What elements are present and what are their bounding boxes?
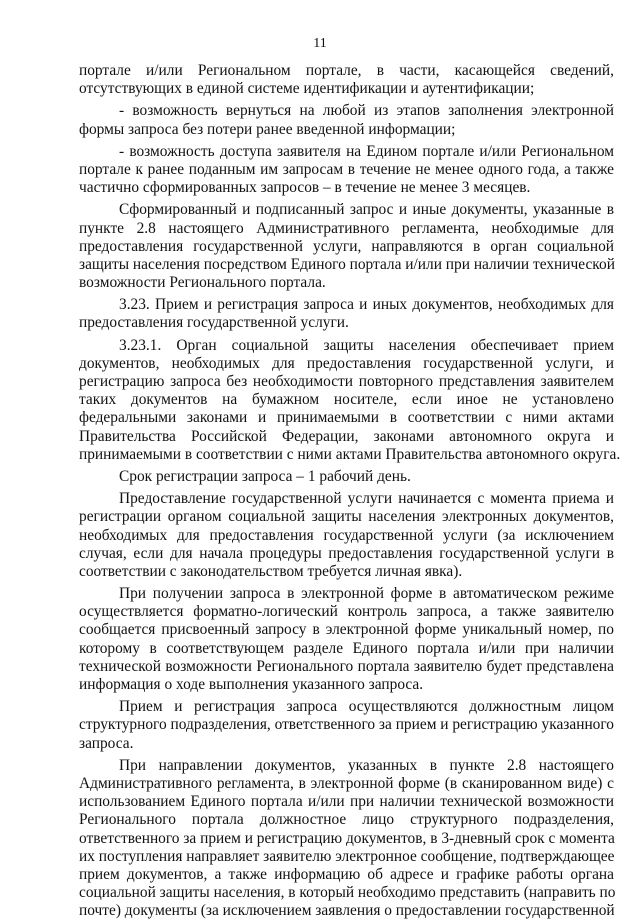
text-line: пункте 2.8 настоящего Административного регламента, необходимые для	[79, 219, 614, 237]
text-line: - возможность доступа заявителя на Едином портале и/или Региональном	[119, 142, 614, 160]
document-body	[79, 62, 621, 920]
text-line: осуществляется форматно-логический контроль запроса, а также заявителю	[79, 603, 614, 621]
text-line: структурного подразделения, ответственного за прием и регистрацию указанного	[79, 716, 615, 734]
text-line: Административного регламента, в электронной форме (в сканированном виде) с	[79, 774, 614, 792]
text-line: информация о ходе выполнения указанного запроса.	[79, 676, 424, 693]
text-line: которому в соответствующем разделе Единого портала и/или при наличии	[79, 639, 614, 657]
text-line: принимаемыми в соответствии с ними актами Правительства автономного округа.	[79, 445, 621, 463]
text-line: запроса.	[79, 734, 134, 752]
text-line: сообщается присвоенный запросу в электронной форме уникальный номер, по	[79, 621, 614, 639]
text-line: - возможность вернуться на любой из этапов заполнения электронной	[119, 102, 614, 120]
text-line: предоставления государственной услуги, направляются в орган социальной	[79, 237, 614, 255]
text-line: При направлении документов, указанных в пункте 2.8 настоящего	[119, 756, 614, 774]
text-line: необходимых для предоставления государственной услуги (за исключением	[79, 526, 614, 544]
text-line: их поступления направляет заявителю электронное сообщение, подтверждающее	[79, 847, 615, 865]
text-line: портале к ранее поданным им запросам в течение не менее одного года, а также	[79, 160, 614, 178]
text-line: порталe и/или Региональном портале, в части, касающейся сведений,	[79, 62, 614, 79]
text-line: ответственного за прием и регистрацию документов, в 3-дневный срок с момента	[79, 829, 615, 847]
text-line: Регионального портала должностное лицо структурного подразделения,	[79, 811, 614, 829]
text-line: возможности Регионального портала.	[79, 274, 326, 292]
text-line: Срок регистрации запроса – 1 рабочий день.	[119, 467, 411, 485]
text-line: прием документов, а также информацию об адресе и графике работы органа	[79, 865, 614, 883]
text-line: почте) документы (за исключением заявления о предоставлении государственной	[79, 902, 615, 920]
text-line: защиты населения посредством Единого портала и/или при наличии технической	[79, 255, 615, 273]
text-line: регистрации органом социальной защиты населения электронных документов,	[79, 508, 614, 526]
text-line: документов, необходимых для предоставления государственной услуги, и	[79, 354, 614, 372]
text-line: соответствии с законодательством требуется личная явка).	[79, 562, 463, 580]
text-line: частично сформированных запросов – в течение не менее 3 месяцев.	[79, 179, 531, 197]
text-line: использованием Единого портала и/или при наличии технической возможности	[79, 793, 614, 811]
text-line: 3.23. Прием и регистрация запроса и иных документов, необходимых для	[119, 296, 614, 314]
text-line: предоставления государственной услуги.	[79, 314, 349, 332]
text-line: федеральными законами и принимаемыми в соответствии с ними актами	[79, 409, 614, 427]
text-line: социальной защиты населения, в который необходимо представить (направить по	[79, 884, 616, 902]
text-line: Сформированный и подписанный запрос и иные документы, указанные в	[119, 201, 614, 219]
text-line: Предоставление государственной услуги начинается с момента приема и	[119, 490, 614, 508]
text-line: отсутствующих в единой системе идентификации и аутентификации;	[79, 80, 535, 98]
text-line: таких документов на бумажном носителе, если иное не установлено	[79, 391, 614, 409]
text-line: При получении запроса в электронной форме в автоматическом режиме	[119, 585, 614, 603]
text-line: 3.23.1. Орган социальной защиты населения обеспечивает прием	[119, 336, 614, 354]
page-number: 11	[313, 36, 327, 51]
text-line: Правительства Российской Федерации, законами автономного округа и	[79, 427, 614, 445]
text-line: случая, если для начала процедуры предоставления государственной услуги в	[79, 544, 614, 562]
text-line: регистрацию запроса без необходимости повторного представления заявителем	[79, 373, 614, 390]
text-line: формы запроса без потери ранее введенной информации;	[79, 120, 456, 138]
text-line: технической возможности Регионального портала заявителю будет представлена	[79, 657, 614, 675]
text-line: Прием и регистрация запроса осуществляются должностным лицом	[119, 698, 614, 716]
